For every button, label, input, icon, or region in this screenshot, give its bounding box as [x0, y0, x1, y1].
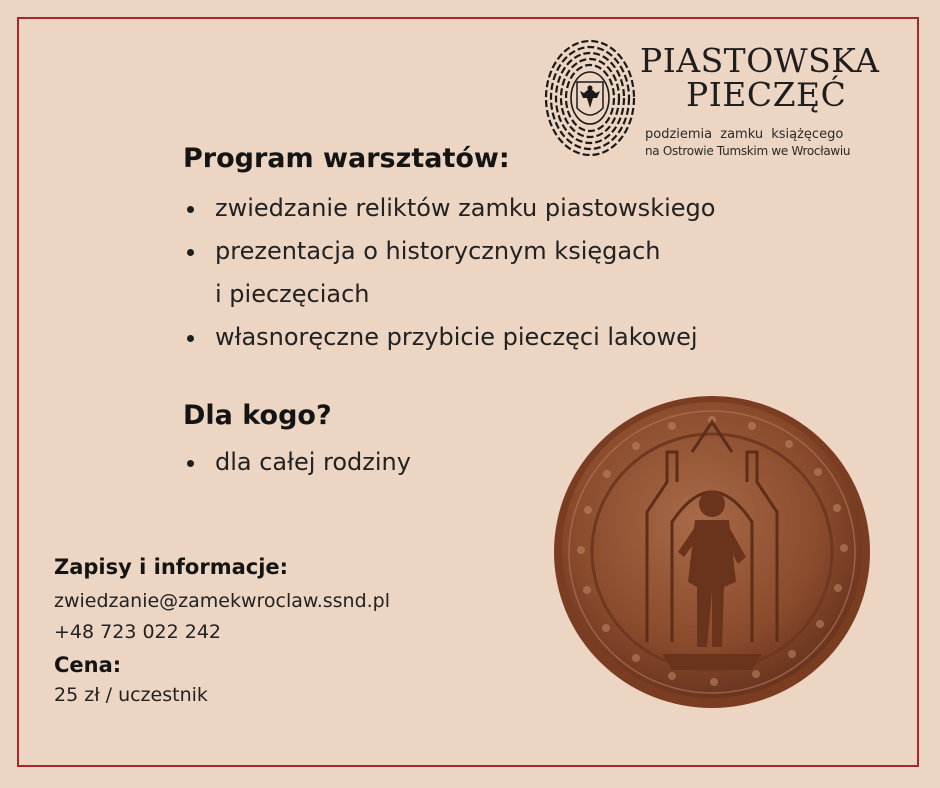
brand-subtitle-line2: na Ostrowie Tumskim we Wrocławiu — [645, 144, 851, 158]
price-section — [54, 653, 121, 677]
audience-list — [183, 441, 411, 484]
contact-email[interactable]: zwiedzanie@zamekwroclaw.ssnd.pl — [54, 590, 391, 612]
program-list — [183, 187, 715, 359]
eagle-crest-icon — [577, 82, 603, 115]
contact-section — [54, 555, 288, 579]
brand-title-line1: PIASTOWSKA — [640, 41, 880, 80]
list-item: zwiedzanie reliktów zamku piastowskiego — [183, 187, 715, 230]
list-item: prezentacja o historycznym księgach — [183, 230, 715, 273]
audience-heading: Dla kogo? — [183, 400, 332, 431]
price-value: 25 zł / uczestnik — [54, 684, 208, 706]
price-heading: Cena: — [54, 653, 122, 677]
fingerprint-icon — [544, 38, 636, 156]
brand-subtitle-line1: podziemia zamku książęcego — [645, 127, 844, 142]
logo — [544, 38, 884, 158]
contact-heading: Zapisy i informacje: — [54, 555, 289, 579]
list-item-continuation: i pieczęciach — [215, 280, 370, 308]
contact-phone[interactable]: +48 723 022 242 — [54, 621, 222, 643]
program-heading: Program warsztatów: — [183, 143, 510, 174]
list-item: własnoręczne przybicie pieczęci lakowej — [183, 316, 715, 359]
list-item: dla całej rodziny — [183, 441, 411, 484]
brand-title-line2: PIECZĘĆ — [686, 75, 847, 114]
wax-seal-image — [552, 392, 872, 712]
